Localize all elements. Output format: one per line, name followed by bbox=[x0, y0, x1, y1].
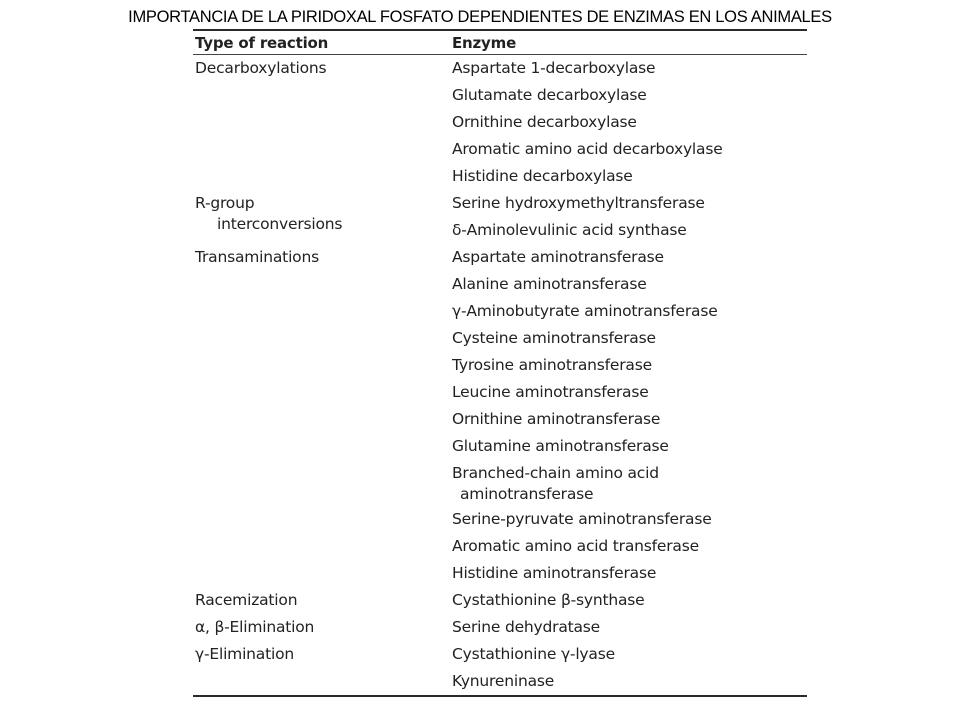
reaction-type-label: R-group bbox=[195, 194, 255, 212]
enzyme-list bbox=[452, 55, 807, 190]
header-type-of-reaction: Type of reaction bbox=[195, 34, 329, 52]
enzyme-name: Aspartate aminotransferase bbox=[452, 248, 664, 266]
reaction-type-label: Transaminations bbox=[195, 248, 319, 266]
reaction-type bbox=[193, 641, 452, 695]
enzyme-name: Histidine aminotransferase bbox=[452, 564, 657, 582]
reaction-group bbox=[193, 614, 807, 641]
enzyme-list bbox=[452, 244, 807, 587]
reaction-type-label: γ-Elimination bbox=[195, 645, 294, 663]
enzyme-name: Leucine aminotransferase bbox=[452, 383, 649, 401]
reaction-type bbox=[193, 244, 452, 587]
enzyme-name: Ornithine aminotransferase bbox=[452, 410, 661, 428]
page-title: IMPORTANCIA DE LA PIRIDOXAL FOSFATO DEPENDIENTES DE ENZIMAS EN LOS ANIMALES bbox=[128, 8, 832, 26]
enzyme-name: Kynureninase bbox=[452, 672, 555, 690]
enzyme-name: Serine-pyruvate aminotransferase bbox=[452, 510, 712, 528]
reaction-group bbox=[193, 190, 807, 244]
enzyme-name: Aromatic amino acid decarboxylase bbox=[452, 140, 723, 158]
reaction-group bbox=[193, 244, 807, 587]
reaction-type-label: Decarboxylations bbox=[195, 59, 327, 77]
enzyme-name: Aromatic amino acid transferase bbox=[452, 537, 699, 555]
header-enzyme: Enzyme bbox=[452, 34, 517, 52]
reaction-type-label: α, β-Elimination bbox=[195, 618, 315, 636]
reaction-type-label: Racemization bbox=[195, 591, 298, 609]
table-body bbox=[193, 55, 807, 695]
reaction-type-label-continued: interconversions bbox=[217, 215, 343, 233]
enzyme-name: Tyrosine aminotransferase bbox=[452, 356, 652, 374]
reaction-type bbox=[193, 55, 452, 190]
enzyme-name: Serine dehydratase bbox=[452, 618, 601, 636]
enzyme-name: Glutamate decarboxylase bbox=[452, 86, 647, 104]
reaction-type bbox=[193, 614, 452, 641]
enzyme-list bbox=[452, 587, 807, 614]
enzyme-name: Glutamine aminotransferase bbox=[452, 437, 669, 455]
table-header-row bbox=[193, 31, 807, 54]
enzyme-name: γ-Aminobutyrate aminotransferase bbox=[452, 302, 718, 320]
enzyme-name: Alanine aminotransferase bbox=[452, 275, 647, 293]
reaction-group bbox=[193, 587, 807, 614]
enzyme-list bbox=[452, 190, 807, 244]
enzyme-name: δ-Aminolevulinic acid synthase bbox=[452, 221, 687, 239]
enzyme-name: Cysteine aminotransferase bbox=[452, 329, 656, 347]
enzyme-list bbox=[452, 641, 807, 695]
enzyme-name-line-continued: aminotransferase bbox=[460, 485, 594, 503]
enzyme-name: Histidine decarboxylase bbox=[452, 167, 633, 185]
enzyme-table bbox=[193, 29, 807, 697]
enzyme-name: Aspartate 1-decarboxylase bbox=[452, 59, 656, 77]
enzyme-name-line: Branched-chain amino acid bbox=[452, 464, 659, 482]
reaction-group bbox=[193, 55, 807, 190]
enzyme-name: Cystathionine β-synthase bbox=[452, 591, 645, 609]
enzyme-name: Cystathionine γ-lyase bbox=[452, 645, 615, 663]
reaction-group bbox=[193, 641, 807, 695]
enzyme-name: Serine hydroxymethyltransferase bbox=[452, 194, 705, 212]
enzyme-list bbox=[452, 614, 807, 641]
table-bottom-rule bbox=[193, 695, 807, 697]
reaction-type bbox=[193, 190, 452, 244]
enzyme-name: Ornithine decarboxylase bbox=[452, 113, 637, 131]
enzyme-name bbox=[452, 460, 752, 506]
reaction-type bbox=[193, 587, 452, 614]
